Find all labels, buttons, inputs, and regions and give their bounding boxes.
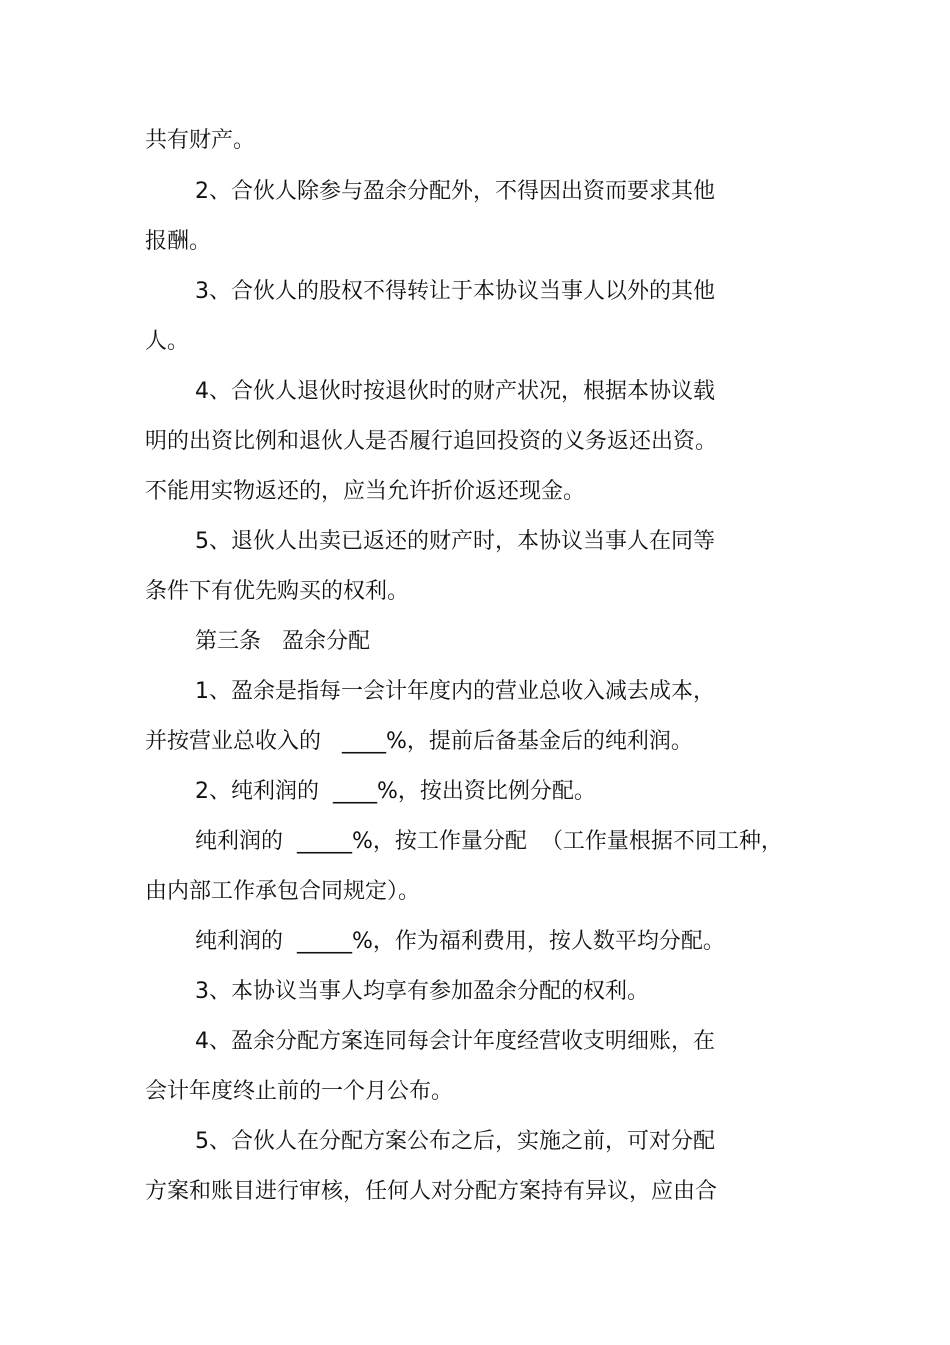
text-line: 3、本协议当事人均享有参加盈余分配的权利。	[195, 979, 649, 1004]
text-line: 报酬。	[145, 229, 212, 254]
text-line: 由内部工作承包合同规定）。	[145, 879, 421, 904]
text-line: 明的出资比例和退伙人是否履行追回投资的义务返还出资。	[145, 429, 718, 454]
text-line: 5、合伙人在分配方案公布之后，实施之前，可对分配	[195, 1129, 715, 1154]
text-line: 条件下有优先购买的权利。	[145, 579, 410, 604]
text-line: 共有财产。	[145, 128, 256, 153]
text-line: 人。	[145, 329, 190, 354]
text-line: 会计年度终止前的一个月公布。	[145, 1079, 454, 1104]
text-line: 5、退伙人出卖已返还的财产时，本协议当事人在同等	[195, 529, 715, 554]
text-line: 纯利润的 _____%，作为福利费用，按人数平均分配。	[195, 929, 725, 954]
text-line: 4、盈余分配方案连同每会计年度经营收支明细账，在	[195, 1029, 715, 1054]
text-line: 不能用实物返还的，应当允许折价返还现金。	[145, 479, 586, 504]
text-line: 1、盈余是指每一会计年度内的营业总收入减去成本，	[195, 679, 715, 704]
text-line: 纯利润的 _____%，按工作量分配 （工作量根据不同工种，	[195, 829, 783, 854]
section-heading: 第三条 盈余分配	[195, 629, 370, 654]
text-line: 方案和账目进行审核，任何人对分配方案持有异议，应由合	[145, 1179, 718, 1204]
text-line: 4、合伙人退伙时按退伙时的财产状况，根据本协议载	[195, 379, 715, 404]
text-line: 并按营业总收入的 ____%，提前后备基金后的纯利润。	[145, 729, 693, 754]
text-line: 2、纯利润的 ____%，按出资比例分配。	[195, 779, 596, 804]
text-line: 3、合伙人的股权不得转让于本协议当事人以外的其他	[195, 279, 715, 304]
text-line: 2、合伙人除参与盈余分配外，不得因出资而要求其他	[195, 179, 715, 204]
